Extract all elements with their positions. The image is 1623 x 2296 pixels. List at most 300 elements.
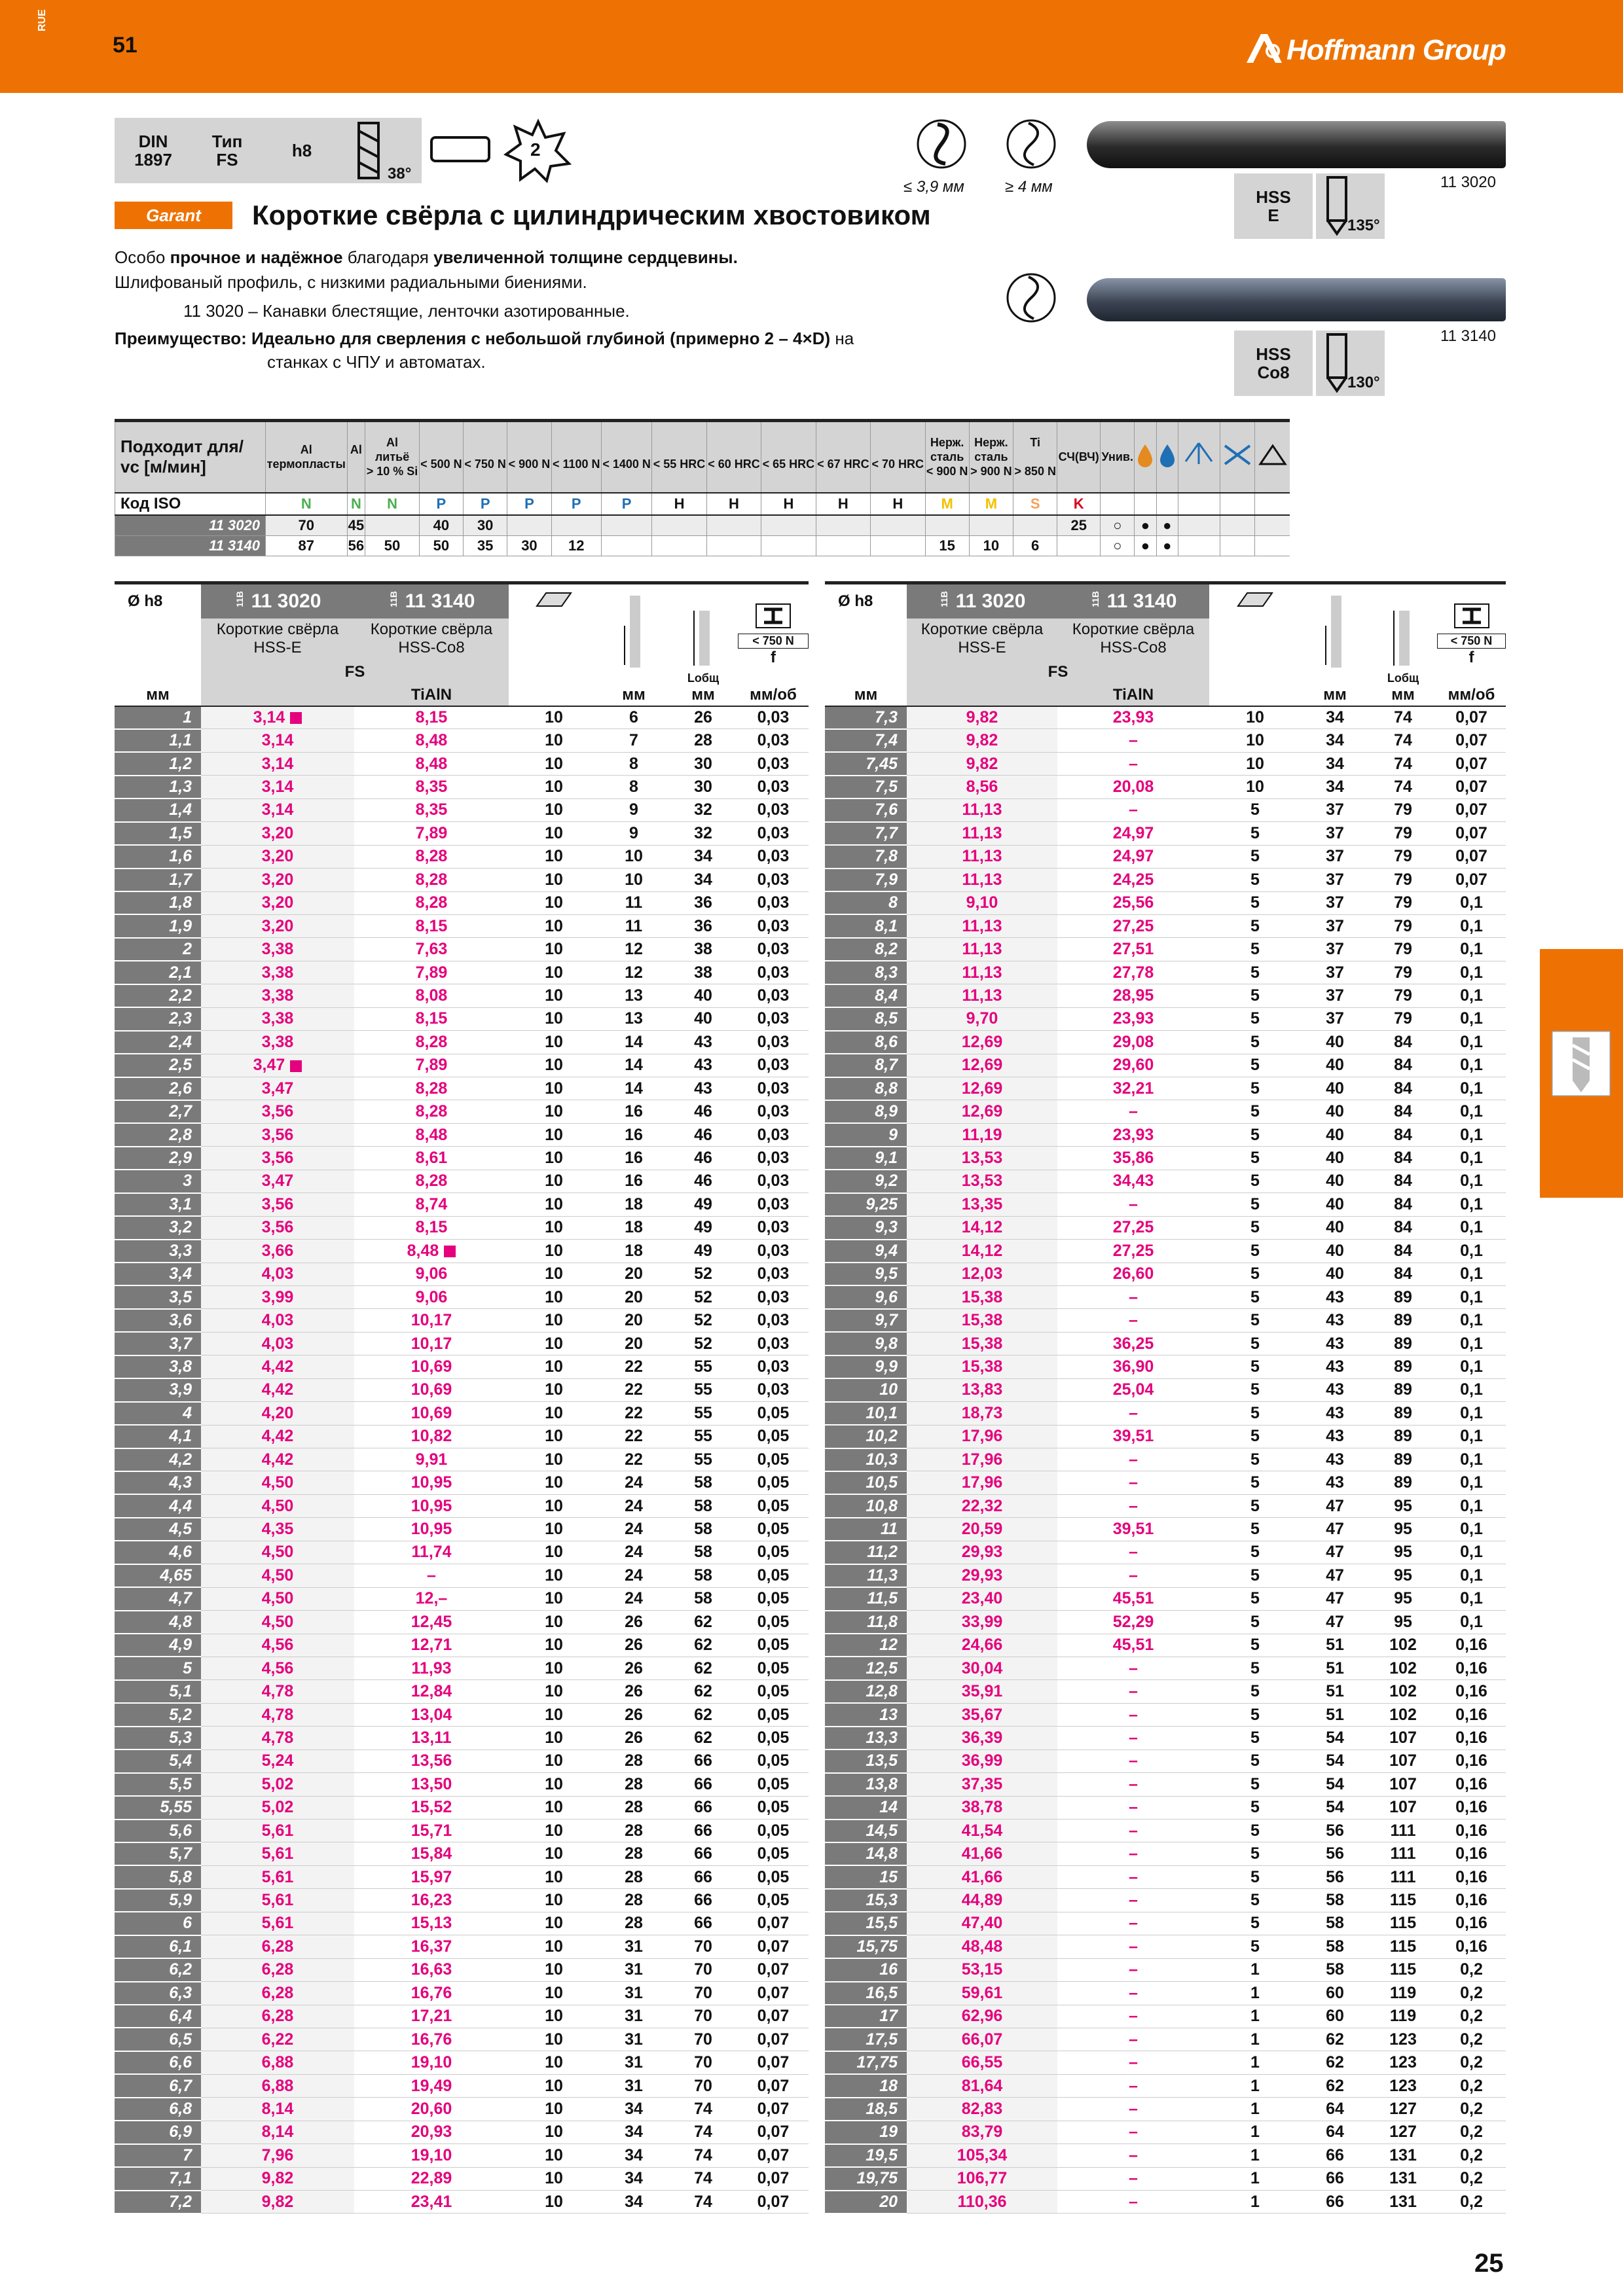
feed: 0,2	[1437, 2167, 1506, 2190]
pack-qty: 10	[509, 914, 599, 937]
table-row	[115, 1773, 809, 1796]
table-row	[115, 1842, 809, 1865]
price-113020: 59,61	[907, 1982, 1057, 2005]
diameter: 5,4	[115, 1749, 201, 1772]
diameter: 7,8	[825, 845, 907, 868]
flute-length: 8	[599, 752, 668, 775]
pack-qty: 10	[509, 869, 599, 891]
flute-length: 28	[599, 1773, 668, 1796]
price-113140: 10,69	[354, 1378, 509, 1401]
overall-length: 55	[668, 1425, 738, 1448]
price-113140: 11,93	[354, 1657, 509, 1679]
price-113140: –	[1057, 2121, 1209, 2144]
price-113020: 62,96	[907, 2005, 1057, 2028]
diameter: 6,1	[115, 1935, 201, 1958]
table-row	[825, 1587, 1506, 1610]
feed: 0,07	[738, 1982, 809, 2005]
iso-code: N	[266, 493, 348, 515]
pack-qty: 1	[1209, 2028, 1301, 2051]
price-113140: 27,25	[1057, 1216, 1209, 1239]
price-113020: 83,79	[907, 2121, 1057, 2144]
table-row	[825, 798, 1506, 821]
pack-qty: 5	[1209, 1285, 1301, 1308]
table-row	[115, 706, 809, 729]
material-speed	[507, 515, 551, 536]
feed: 0,07	[738, 2098, 809, 2121]
material-row-code: 11 3140	[115, 535, 266, 556]
price-113020: 3,56	[201, 1100, 354, 1123]
price-113020: 3,20	[201, 891, 354, 914]
pack-qty: 5	[1209, 891, 1301, 914]
feed: 0,2	[1437, 2098, 1506, 2121]
price-113140: –	[1057, 1309, 1209, 1332]
flute-length: 58	[1301, 1958, 1369, 1981]
table-row	[115, 1982, 809, 2005]
overall-length: 52	[668, 1332, 738, 1355]
flute-length: 40	[1301, 1170, 1369, 1193]
pack-qty: 10	[509, 1820, 599, 1842]
table-row	[825, 1285, 1506, 1308]
diameter: 9,2	[825, 1170, 907, 1193]
overall-length: 107	[1369, 1749, 1437, 1772]
pack-qty: 5	[1209, 1471, 1301, 1494]
flute-length: 28	[599, 1749, 668, 1772]
pack-qty: 1	[1209, 2167, 1301, 2190]
flute-length: 22	[599, 1402, 668, 1425]
table-row	[825, 2191, 1506, 2214]
diameter: 4,7	[115, 1587, 201, 1610]
unit-length: мм	[668, 685, 738, 706]
code-header-2: 11B 11 3140	[1057, 583, 1209, 619]
overall-length: 107	[1369, 1727, 1437, 1749]
price-113020: 6,28	[201, 2005, 354, 2028]
overall-length: 89	[1369, 1378, 1437, 1401]
diameter: 1,5	[115, 822, 201, 845]
price-113020: 11,13	[907, 845, 1057, 868]
price-113020: 3,14	[201, 752, 354, 775]
price-113140: –	[1057, 2074, 1209, 2097]
price-113020: 4,03	[201, 1263, 354, 1285]
diameter: 19	[825, 2121, 907, 2144]
overall-length: 89	[1369, 1402, 1437, 1425]
material-speed: 15	[925, 535, 969, 556]
table-row	[825, 1309, 1506, 1332]
table-row	[115, 1123, 809, 1146]
point-thick-icon	[1005, 118, 1057, 170]
price-113140: 24,97	[1057, 845, 1209, 868]
material-speed	[652, 515, 706, 536]
overall-length: 79	[1369, 1007, 1437, 1030]
flute-length: 54	[1301, 1727, 1369, 1749]
flute-length: 22	[599, 1355, 668, 1378]
overall-length: 43	[668, 1054, 738, 1077]
feed: 0,03	[738, 984, 809, 1007]
flute-length: 14	[599, 1031, 668, 1054]
flute-length: 18	[599, 1240, 668, 1263]
feed: 0,2	[1437, 2051, 1506, 2074]
point-angle-2: 130°	[1347, 374, 1380, 391]
feed: 0,03	[738, 822, 809, 845]
price-113020: 110,36	[907, 2191, 1057, 2214]
diameter: 19,75	[825, 2167, 907, 2190]
diameter: 1,7	[115, 869, 201, 891]
feed: 0,16	[1437, 1773, 1506, 1796]
price-113020: 12,69	[907, 1077, 1057, 1100]
diameter: 6,3	[115, 1982, 201, 2005]
feed: 0,03	[738, 845, 809, 868]
price-113140: 16,37	[354, 1935, 509, 1958]
overall-length: 66	[668, 1889, 738, 1912]
flute-length: 43	[1301, 1355, 1369, 1378]
price-113140: 8,08	[354, 984, 509, 1007]
diameter: 10,5	[825, 1471, 907, 1494]
feed: 0,03	[738, 1077, 809, 1100]
feed: 0,07	[1437, 822, 1506, 845]
material-speed: 30	[464, 515, 507, 536]
price-113020: 15,38	[907, 1309, 1057, 1332]
overall-length: 66	[668, 1820, 738, 1842]
price-113020: 22,32	[907, 1494, 1057, 1517]
feed: 0,07	[738, 2144, 809, 2167]
price-113020: 36,39	[907, 1727, 1057, 1749]
pack-qty: 1	[1209, 1958, 1301, 1981]
material-speed	[601, 515, 651, 536]
price-113020: 9,82	[201, 2191, 354, 2214]
price-113140: –	[1057, 1564, 1209, 1587]
diameter: 4,8	[115, 1611, 201, 1634]
pack-qty: 5	[1209, 914, 1301, 937]
diameter: 8,5	[825, 1007, 907, 1030]
diameter: 1,2	[115, 752, 201, 775]
material-speed: 12	[551, 535, 601, 556]
table-row	[825, 1425, 1506, 1448]
price-113020: 8,14	[201, 2098, 354, 2121]
feed: 0,05	[738, 1611, 809, 1634]
overall-length: 102	[1369, 1634, 1437, 1657]
table-row	[115, 914, 809, 937]
coolant-mark: ●	[1135, 515, 1156, 536]
flute-length: 18	[599, 1193, 668, 1216]
diameter: 9	[825, 1123, 907, 1146]
price-113020: 15,38	[907, 1285, 1057, 1308]
diameter: 5,2	[115, 1703, 201, 1726]
table-row	[115, 1425, 809, 1448]
feed: 0,1	[1437, 1077, 1506, 1100]
overall-length: 84	[1369, 1054, 1437, 1077]
pack-qty: 10	[509, 2167, 599, 2190]
feed: 0,1	[1437, 1611, 1506, 1634]
flute-length: 22	[599, 1448, 668, 1471]
pack-qty: 10	[1209, 752, 1301, 775]
price-113140: 15,71	[354, 1820, 509, 1842]
price-113020: 30,04	[907, 1657, 1057, 1679]
flute-length: 34	[1301, 706, 1369, 729]
table-row	[825, 1657, 1506, 1679]
material-col: Нерж. сталь > 900 N	[969, 421, 1013, 493]
table-row	[825, 1170, 1506, 1193]
price-113020: 15,38	[907, 1355, 1057, 1378]
pack-qty: 1	[1209, 2121, 1301, 2144]
price-113140: 10,95	[354, 1494, 509, 1517]
iso-code: P	[507, 493, 551, 515]
price-113020: 29,93	[907, 1541, 1057, 1564]
price-113020: 4,42	[201, 1378, 354, 1401]
flute-length: 56	[1301, 1820, 1369, 1842]
flute-length: 37	[1301, 938, 1369, 961]
table-row	[115, 1263, 809, 1285]
overall-length: 89	[1369, 1471, 1437, 1494]
feed: 0,1	[1437, 1378, 1506, 1401]
material-speed	[365, 515, 419, 536]
overall-length: 123	[1369, 2074, 1437, 2097]
table-row	[825, 706, 1506, 729]
pack-qty: 5	[1209, 1170, 1301, 1193]
pack-qty: 10	[509, 1263, 599, 1285]
new-item-marker	[444, 1246, 456, 1257]
feed: 0,1	[1437, 1564, 1506, 1587]
pack-qty: 5	[1209, 845, 1301, 868]
overall-length: 111	[1369, 1842, 1437, 1865]
price-113140: 7,89	[354, 822, 509, 845]
pack-qty: 5	[1209, 1727, 1301, 1749]
price-113140: 8,74	[354, 1193, 509, 1216]
pack-qty: 5	[1209, 1054, 1301, 1077]
price-113140: 39,51	[1057, 1425, 1209, 1448]
price-113020: 14,12	[907, 1240, 1057, 1263]
overall-length: 52	[668, 1263, 738, 1285]
flute-length: 51	[1301, 1680, 1369, 1703]
iso-code: N	[365, 493, 419, 515]
feed: 0,03	[738, 1285, 809, 1308]
flute-length: 31	[599, 2028, 668, 2051]
pack-qty: 10	[509, 1332, 599, 1355]
flute-length: 43	[1301, 1402, 1369, 1425]
diameter: 10,3	[825, 1448, 907, 1471]
flute-length: 43	[1301, 1332, 1369, 1355]
table-row	[115, 1541, 809, 1564]
material-speed	[816, 515, 870, 536]
pack-qty: 10	[509, 1448, 599, 1471]
table-row	[115, 1680, 809, 1703]
price-113140: –	[1057, 1657, 1209, 1679]
feed: 0,1	[1437, 1402, 1506, 1425]
feed: 0,1	[1437, 1471, 1506, 1494]
price-113140: –	[1057, 1912, 1209, 1935]
overall-length: 74	[1369, 776, 1437, 798]
table-row	[115, 1378, 809, 1401]
table-row	[115, 1240, 809, 1263]
drill-image-1	[1087, 121, 1506, 168]
flute-length: 51	[1301, 1634, 1369, 1657]
price-113140: 12,71	[354, 1634, 509, 1657]
suitability-label: Подходит для/ vc [м/мин]	[115, 421, 266, 493]
table-row	[825, 2167, 1506, 2190]
price-113020: 5,61	[201, 1889, 354, 1912]
feed: 0,07	[738, 2191, 809, 2214]
table-row	[825, 1541, 1506, 1564]
diameter: 3,6	[115, 1309, 201, 1332]
price-113140: 27,25	[1057, 1240, 1209, 1263]
overall-length: 95	[1369, 1587, 1437, 1610]
price-113140: 16,76	[354, 2028, 509, 2051]
material-col: Al литьё > 10 % Si	[365, 421, 419, 493]
price-113020: 3,38	[201, 961, 354, 984]
pack-qty: 10	[509, 1749, 599, 1772]
unit-feed: мм/об	[738, 685, 809, 706]
table-row	[115, 1216, 809, 1239]
feed: 0,05	[738, 1773, 809, 1796]
feed: 0,05	[738, 1587, 809, 1610]
price-113020: 36,99	[907, 1749, 1057, 1772]
feed: 0,1	[1437, 1054, 1506, 1077]
table-row	[115, 752, 809, 775]
pack-qty: 10	[509, 1240, 599, 1263]
diameter: 6,2	[115, 1958, 201, 1981]
unit-dia: мм	[115, 685, 201, 706]
table-row	[825, 1147, 1506, 1170]
name-header-1: Короткие свёрла HSS-E	[907, 619, 1057, 659]
price-113020: 6,28	[201, 1935, 354, 1958]
price-113020: 3,47	[201, 1077, 354, 1100]
shank-icon	[429, 118, 494, 183]
diameter: 1,1	[115, 729, 201, 752]
pack-qty: 10	[509, 1703, 599, 1726]
shank-length-icon	[509, 583, 599, 619]
price-113020: 29,93	[907, 1564, 1057, 1587]
diameter: 5,55	[115, 1796, 201, 1819]
overall-length: 36	[668, 914, 738, 937]
price-113140: –	[1057, 1471, 1209, 1494]
price-113020: 11,13	[907, 914, 1057, 937]
diameter-header: Ø h8	[115, 583, 201, 619]
flute-length: 34	[599, 2121, 668, 2144]
flute-length: 24	[599, 1471, 668, 1494]
pack-qty: 5	[1209, 1216, 1301, 1239]
price-113020: 9,10	[907, 891, 1057, 914]
iso-code: P	[601, 493, 651, 515]
price-113020: 12,69	[907, 1100, 1057, 1123]
price-113140: 8,15	[354, 1216, 509, 1239]
pack-qty: 5	[1209, 1541, 1301, 1564]
price-113020: 5,61	[201, 1842, 354, 1865]
price-113020: 9,70	[907, 1007, 1057, 1030]
table-row	[115, 938, 809, 961]
pack-qty: 10	[509, 822, 599, 845]
feed: 0,05	[738, 1518, 809, 1541]
flute-length: 13	[599, 984, 668, 1007]
overall-length: 79	[1369, 845, 1437, 868]
iso-code: N	[347, 493, 365, 515]
price-113140: 10,69	[354, 1402, 509, 1425]
overall-length: 58	[668, 1564, 738, 1587]
pack-qty: 5	[1209, 1123, 1301, 1146]
material-speed	[816, 535, 870, 556]
table-row	[825, 2051, 1506, 2074]
page-number: 51	[113, 33, 137, 58]
spec-din: DIN 1897	[115, 118, 192, 183]
pack-qty: 5	[1209, 1842, 1301, 1865]
diameter: 8,2	[825, 938, 907, 961]
name-header-2: Короткие свёрла HSS-Co8	[1057, 619, 1209, 659]
table-row	[115, 1332, 809, 1355]
price-113020: 3,38	[201, 938, 354, 961]
price-113140: 13,56	[354, 1749, 509, 1772]
feed: 0,1	[1437, 1518, 1506, 1541]
price-113140: 23,93	[1057, 1007, 1209, 1030]
diameter: 4,5	[115, 1518, 201, 1541]
flute-length: 26	[599, 1703, 668, 1726]
table-row	[115, 1820, 809, 1842]
overall-length: 102	[1369, 1680, 1437, 1703]
pack-qty: 10	[509, 1378, 599, 1401]
feed: 0,1	[1437, 1216, 1506, 1239]
price-113020: 4,56	[201, 1634, 354, 1657]
table-row	[115, 2144, 809, 2167]
price-113020: 20,59	[907, 1518, 1057, 1541]
brand-logo: Hoffmann Group	[1286, 34, 1506, 66]
flute-length: 43	[1301, 1448, 1369, 1471]
overall-length: 84	[1369, 1240, 1437, 1263]
price-113140: 8,28	[354, 845, 509, 868]
flute-length: 40	[1301, 1077, 1369, 1100]
flute-length: 37	[1301, 984, 1369, 1007]
flute-length: 34	[1301, 752, 1369, 775]
new-item-marker	[290, 1060, 302, 1072]
overall-length: 40	[668, 984, 738, 1007]
price-113140: 10,17	[354, 1309, 509, 1332]
pack-qty: 10	[509, 1611, 599, 1634]
price-113140: 8,28	[354, 1100, 509, 1123]
feed: 0,05	[738, 1749, 809, 1772]
flute-length: 31	[599, 2005, 668, 2028]
price-113140: 22,89	[354, 2167, 509, 2190]
material-col: Унив.	[1101, 421, 1135, 493]
pack-qty: 5	[1209, 1147, 1301, 1170]
feed: 0,1	[1437, 1425, 1506, 1448]
feed: 0,05	[738, 1494, 809, 1517]
price-113020: 9,82	[907, 706, 1057, 729]
iso-code: H	[816, 493, 870, 515]
flute-length: 64	[1301, 2098, 1369, 2121]
desc-line-3: 11 3020 – Канавки блестящие, ленточки азотированные.	[183, 301, 630, 321]
diameter: 2,8	[115, 1123, 201, 1146]
pack-qty: 5	[1209, 1657, 1301, 1679]
feed: 0,1	[1437, 1263, 1506, 1285]
feed: 0,03	[738, 938, 809, 961]
price-113020: 9,82	[907, 752, 1057, 775]
table-row	[115, 2191, 809, 2214]
price-113020: 4,03	[201, 1332, 354, 1355]
overall-length: 123	[1369, 2051, 1437, 2074]
flute-length: 24	[599, 1494, 668, 1517]
flute-length: 22	[599, 1378, 668, 1401]
overall-length: 84	[1369, 1193, 1437, 1216]
material-speed	[706, 515, 761, 536]
price-113020: 3,20	[201, 845, 354, 868]
overall-length: 28	[668, 729, 738, 752]
drill-section-icon	[1552, 1031, 1611, 1096]
price-113020: 6,28	[201, 1958, 354, 1981]
pack-qty: 10	[509, 1634, 599, 1657]
price-113020: 3,56	[201, 1123, 354, 1146]
price-113140: 35,86	[1057, 1147, 1209, 1170]
price-113020: 12,69	[907, 1054, 1057, 1077]
table-row	[115, 1147, 809, 1170]
feed: 0,05	[738, 1820, 809, 1842]
overall-length: 127	[1369, 2098, 1437, 2121]
price-113140: 25,04	[1057, 1378, 1209, 1401]
material-speed	[969, 515, 1013, 536]
